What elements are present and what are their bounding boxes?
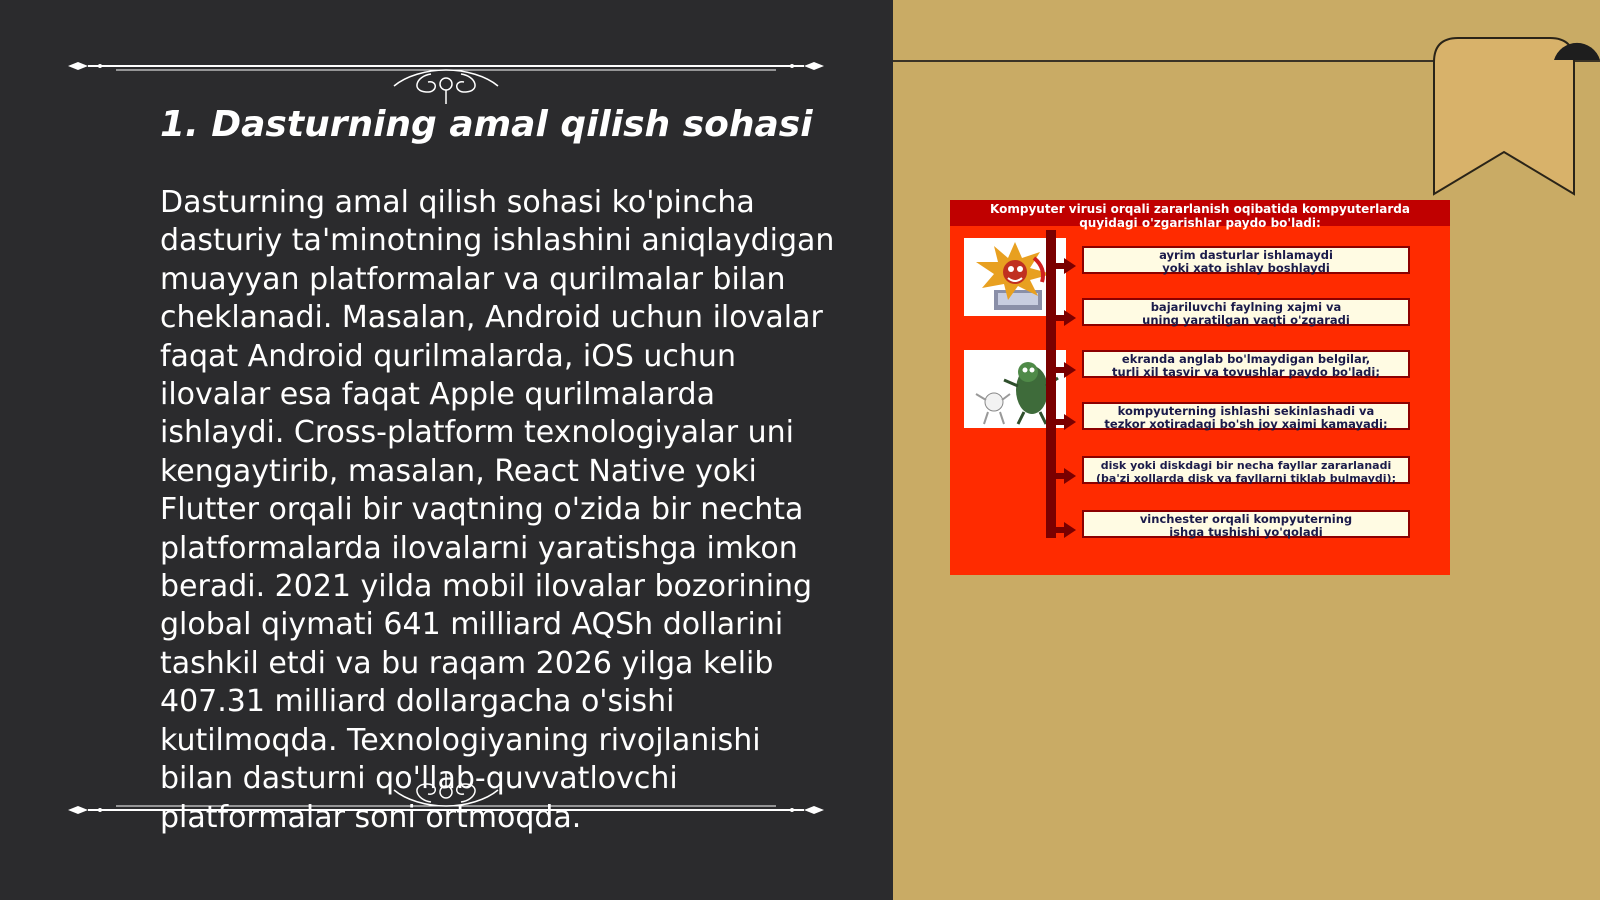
connector-arrow-icon [1046,310,1076,326]
effect-item-3 [1082,350,1410,378]
connector-arrow-icon [1046,258,1076,274]
top-ornament-divider [66,46,826,106]
bookmark-ribbon [1430,34,1600,200]
effect-item-line: ekranda anglab bo'lmaydigan belgilar, [1121,352,1371,366]
connector-arrow-icon [1046,414,1076,430]
effect-item-5 [1082,456,1410,484]
effect-item-line: ayrim dasturlar ishlamaydi [1159,248,1333,262]
effect-item-line: (ba'zi xollarda disk va fayllarni tiklab bulmaydi); [1096,472,1396,485]
connector-arrow-icon [1046,362,1076,378]
connector-arrow-icon [1046,468,1076,484]
effect-item-line: uning yaratilgan vaqti o'zgaradi [1142,313,1350,327]
effect-item-line: yoki xato ishlay boshlaydi [1162,261,1330,275]
effect-item-4 [1082,402,1410,430]
figure-header [950,200,1450,230]
effect-item-line: ishga tushishi yo'qoladi [1169,525,1323,539]
effect-item-line: disk yoki diskdagi bir necha fayllar zararlanadi [1100,459,1392,472]
slide-body-text: Dasturning amal qilish sohasi ko'pincha dasturiy ta'minotning ishlashini aniqlaydigan muayyan platformalar va qurilmalar bilan cheklanadi. Masalan, Android uchun ilovalar faqat Android qurilmalarda, iOS uchun ilovalar esa faqat Apple qurilmalarda ishlaydi. Cross-platform texnologiyalar uni kengaytirib, masalan, React Native yoki Flutter orqali bir vaqtning o'zida bir nechta platformalarda ilovalarni yaratishga imkon beradi. 2021 yilda mobil ilovalar bozorining global qiymati 641 milliard AQSh dollarini tashkil etdi va bu raqam 2026 yilga kelib 407.31 milliard dollargacha o'sishi kutilmoqda. Texnologiyaning rivojlanishi bilan dasturni qo'llab-quvvatlovchi platformalar soni ortmoqda. [160,185,835,835]
connector-arrow-icon [1046,522,1076,538]
effect-item-line: vinchester orqali kompyuterning [1139,512,1353,526]
effect-item-line: tezkor xotiradagi bo'sh joy xajmi kamayadi; [1104,417,1388,431]
figure-header-line-2: quyidagi o'zgarishlar paydo bo'ladi: [1079,216,1321,230]
slide-title: 1. Dasturning amal qilish sohasi [160,104,813,145]
effect-item-2 [1082,298,1410,326]
effect-item-1 [1082,246,1410,274]
diagram-spine [1046,230,1056,538]
effect-item-line: bajariluvchi faylning xajmi va [1150,300,1342,314]
effect-item-line: turli xil tasvir va tovushlar paydo bo'ladi; [1112,365,1380,379]
figure-header-line-1: Kompyuter virusi orqali zararlanish oqibatida kompyuterlarda [990,202,1410,216]
effect-item-6 [1082,510,1410,538]
effect-item-line: kompyuterning ishlashi sekinlashadi va [1117,404,1375,418]
bottom-ornament-divider [66,770,826,830]
